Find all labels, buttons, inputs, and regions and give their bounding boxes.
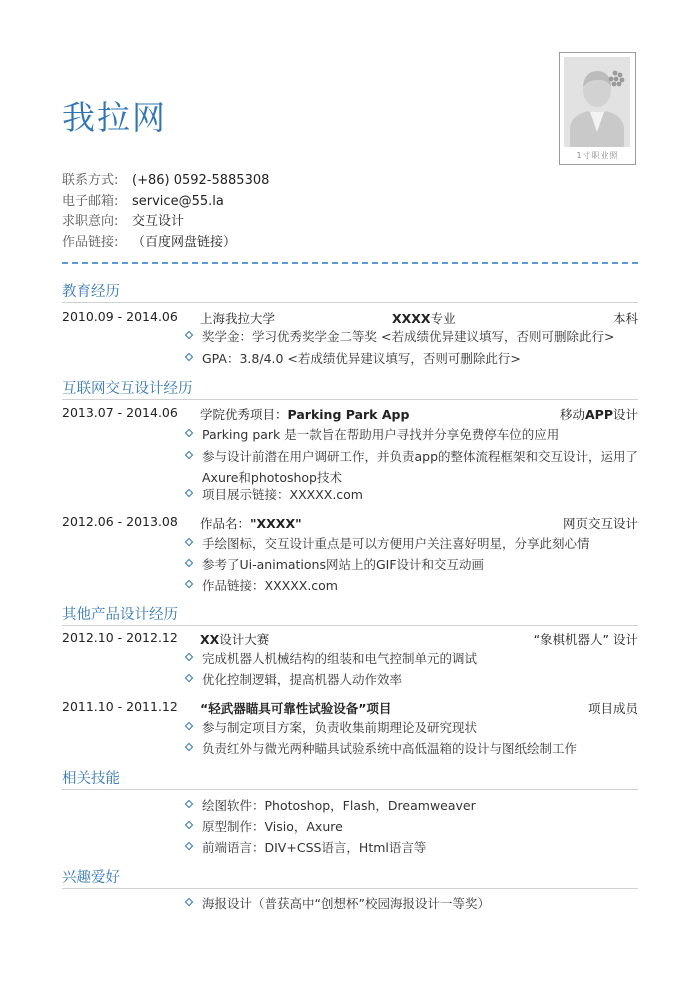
section-title-skills: 相关技能	[62, 771, 120, 787]
entry-date: 2012.10 - 2012.12	[62, 630, 178, 645]
contact-value: (+86) 0592-5885308	[132, 173, 270, 188]
entry-date: 2012.06 - 2013.08	[62, 514, 178, 529]
project-name: "XXXX"	[250, 516, 302, 531]
entry-date: 2010.09 - 2014.06	[62, 309, 178, 324]
person-silhouette-icon	[564, 57, 630, 147]
list-item: 奖学金：学习优秀奖学金二等奖 <若成绩优异建议填写，否则可删除此行>	[186, 326, 641, 347]
contact-value: 交互设计	[132, 214, 185, 229]
entry-role: “象棋机器人” 设计	[533, 632, 638, 647]
profile-photo	[559, 52, 636, 165]
avatar	[564, 57, 630, 147]
contact-value: service@55.la	[132, 194, 224, 209]
project-name: Parking Park App	[287, 407, 410, 422]
section-divider	[62, 302, 638, 303]
list-item: GPA：3.8/4.0 <若成绩优异建议填写，否则可删除此行>	[186, 348, 641, 369]
entry-degree: 本科	[612, 311, 638, 326]
list-item: 完成机器人机械结构的组装和电气控制单元的调试	[186, 648, 641, 669]
entry-major	[392, 309, 456, 327]
contact-label: 求职意向:	[62, 214, 119, 229]
project-suffix: 设计大赛	[219, 632, 270, 647]
list-item: 绘图软件：Photoshop，Flash，Dreamweaver	[186, 795, 641, 816]
list-item: 手绘图标，交互设计重点是可以方便用户关注喜好明星，分享此刻心情	[186, 533, 641, 554]
contact-label: 作品链接:	[62, 235, 119, 250]
contact-email	[62, 193, 224, 211]
section-divider	[62, 888, 638, 889]
major-suffix: 专业	[430, 311, 456, 326]
contact-value: （百度网盘链接）	[132, 235, 237, 250]
list-item: 海报设计（普获高中“创想杯”校园海报设计一等奖）	[186, 893, 641, 914]
entry-role: 移动APP设计	[559, 407, 638, 422]
section-divider	[62, 399, 638, 400]
contact-label: 联系方式:	[62, 173, 119, 188]
header-divider	[62, 262, 638, 264]
list-item: Parking park 是一款旨在帮助用户寻找并分享免费停车位的应用	[186, 424, 641, 445]
entry-date: 2013.07 - 2014.06	[62, 405, 178, 420]
entry-date: 2011.10 - 2011.12	[62, 699, 178, 714]
contact-portfolio	[62, 234, 236, 252]
entry-project	[200, 514, 302, 532]
section-divider	[62, 789, 638, 790]
section-title-other: 其他产品设计经历	[62, 607, 178, 623]
list-item: 参与制定项目方案，负责收集前期理论及研究现状	[186, 717, 641, 738]
project-prefix: 作品名：	[200, 516, 251, 531]
project-prefix: 学院优秀项目：	[200, 407, 288, 422]
section-divider	[62, 625, 638, 626]
list-item: 参考了Ui-animations网站上的GIF设计和交互动画	[186, 554, 641, 575]
contact-phone	[62, 172, 269, 190]
list-item: 原型制作：Visio，Axure	[186, 816, 641, 837]
major-name: XXXX	[392, 311, 431, 326]
list-item: 作品链接：XXXXX.com	[186, 575, 641, 596]
section-title-internet: 互联网交互设计经历	[62, 381, 193, 397]
contact-objective	[62, 213, 184, 231]
entry-role: 网页交互设计	[562, 516, 638, 531]
list-item: 项目展示链接：XXXXX.com	[186, 484, 641, 505]
photo-caption: 1寸职业照	[576, 151, 619, 160]
section-title-education: 教育经历	[62, 284, 120, 300]
list-item: 优化控制逻辑，提高机器人动作效率	[186, 669, 641, 690]
list-item: 参与设计前潜在用户调研工作，并负责app的整体流程框架和交互设计，运用了Axure和photoshop技术	[186, 446, 641, 488]
project-name: XX	[200, 632, 220, 647]
list-item: 负责红外与微光两种瞄具试验系统中高低温箱的设计与图纸绘制工作	[186, 738, 641, 759]
resume-name: 我拉网	[62, 98, 167, 137]
entry-project	[200, 405, 409, 423]
entry-school: 上海我拉大学	[200, 311, 276, 326]
entry-role: 项目成员	[587, 701, 638, 716]
section-title-hobbies: 兴趣爱好	[62, 870, 120, 886]
entry-project: “轻武器瞄具可靠性试验设备”项目	[200, 701, 392, 716]
entry-project	[200, 630, 269, 648]
list-item: 前端语言：DIV+CSS语言，Html语言等	[186, 837, 641, 858]
contact-label: 电子邮箱:	[62, 194, 119, 209]
